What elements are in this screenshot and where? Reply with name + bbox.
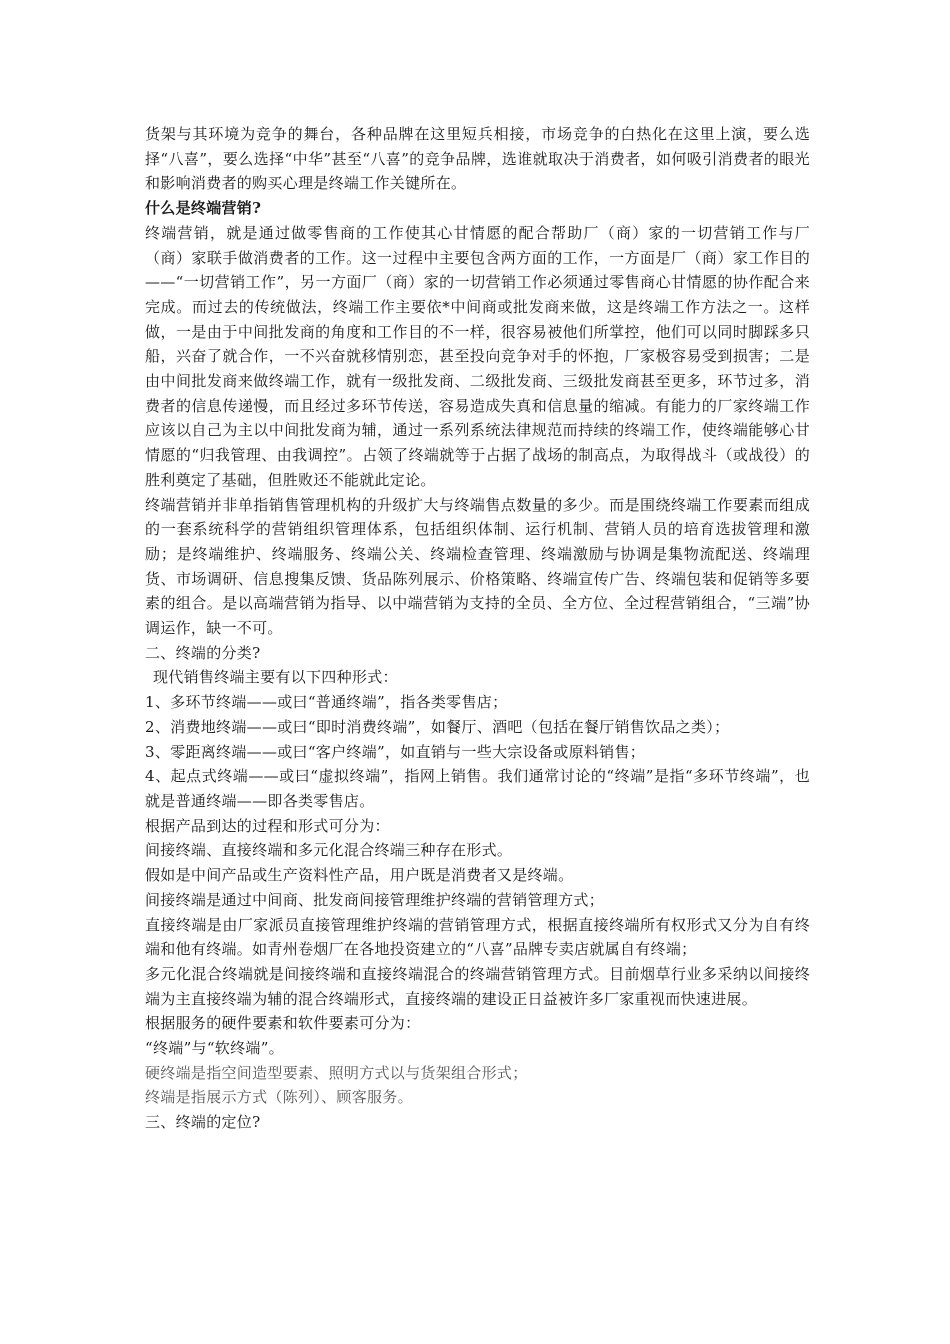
list-item-2: 2、消费地终端——或曰“即时消费终端”，如餐厅、酒吧（包括在餐厅销售饮品之类）； [145, 717, 730, 736]
list-item-3: 3、零距离终端——或曰“客户终端”，如直销与一些大宗设备或原料销售； [145, 742, 646, 761]
list-item-1: 1、多环节终端——或曰“普通终端”，指各类零售店； [145, 693, 508, 712]
paragraph-soft-terminal: 终端是指展示方式（陈列）、顾客服务。 [145, 1088, 413, 1107]
document-body [145, 122, 810, 1135]
paragraph-intermediate-products: 假如是中间产品或生产资料性产品，用户既是消费者又是终端。 [145, 866, 574, 885]
paragraph-by-process: 根据产品到达的过程和形式可分为： [145, 816, 390, 835]
paragraph-hard-soft-terminal: “终端”与“软终端”。 [145, 1039, 284, 1058]
paragraph-terminal-marketing-system: 终端营销并非单指销售管理机构的升级扩大与终端售点数量的多少。而是围绕终端工作要素而组成的一套系统科学的营销组织管理体系，包括组织体制、运行机制、营销人员的培育选拔管理和激励；是终端维护、终端服务、终端公关、终端检查管理、终端激励与协调是集物流配送、终端理货、市场调研、信息搜集反馈、货品陈列展示、价格策略、终端宣传广告、终端包装和促销等多要素的组合。是以高端营销为指导、以中端营销为支持的全员、全方位、全过程营销组合，“三端”协调运作，缺一不可。 [145, 495, 810, 638]
paragraph-three-forms: 间接终端、直接终端和多元化混合终端三种存在形式。 [145, 841, 513, 860]
paragraph-indirect-terminal: 间接终端是通过中间商、批发商间接管理维护终端的营销管理方式； [145, 890, 605, 909]
paragraph-four-forms-intro: 现代销售终端主要有以下四种形式： [153, 668, 398, 687]
paragraph-direct-terminal: 直接终端是由厂家派员直接管理维护终端的营销管理方式，根据直接终端所有权形式又分为自有终端和他有终端。如青州卷烟厂在各地投资建立的“八喜”品牌专卖店就属自有终端； [145, 915, 810, 959]
section-heading-terminal-positioning: 三、终端的定位? [145, 1113, 261, 1132]
section-heading-terminal-classification: 二、终端的分类? [145, 643, 261, 662]
section-heading-what-is-terminal-marketing: 什么是终端营销? [145, 199, 262, 218]
paragraph-terminal-marketing-definition: 终端营销，就是通过做零售商的工作使其心甘情愿的配合帮助厂（商）家的一切营销工作与厂（商）家联手做消费者的工作。这一过程中主要包含两方面的工作，一方面是厂（商）家工作目的——“一切营销工作”，另一方面厂（商）家的一切营销工作必须通过零售商心甘情愿的协作配合来完成。而过去的传统做法，终端工作主要依*中间商或批发商来做，这是终端工作方法之一。这样做，一是由于中间批发商的角度和工作目的不一样，很容易被他们所掌控，他们可以同时脚踩多只船，兴奋了就合作，一不兴奋就移情别恋，甚至投向竞争对手的怀抱，厂家极容易受到损害；二是由中间批发商来做终端工作，就有一级批发商、二级批发商、三级批发商甚至更多，环节过多，消费者的信息传递慢，而且经过多环节传送，容易造成失真和信息量的缩减。有能力的厂家终端工作应该以自己为主以中间批发商为辅，通过一系列系统法律规范而持续的终端工作，使终端能够心甘情愿的“归我管理、由我调控”。占领了终端就等于占据了战场的制高点，为取得战斗（或战役）的胜利奠定了基础，但胜败还不能就此定论。 [145, 223, 810, 489]
paragraph-mixed-terminal: 多元化混合终端就是间接终端和直接终端混合的终端营销管理方式。目前烟草行业多采纳以间接终端为主直接终端为辅的混合终端形式，直接终端的建设正日益被许多厂家重视而快速进展。 [145, 964, 810, 1008]
intro-paragraph: 货架与其环境为竞争的舞台，各种品牌在这里短兵相接，市场竞争的白热化在这里上演，要么选择“八喜”，要么选择“中华”甚至“八喜”的竞争品牌，选谁就取决于消费者，如何吸引消费者的眼光和影响消费者的购买心理是终端工作关键所在。 [145, 125, 810, 193]
list-item-4: 4、起点式终端——或曰“虚拟终端”，指网上销售。我们通常讨论的“终端”是指“多环节终端”，也就是普通终端——即各类零售店。 [145, 767, 810, 810]
paragraph-by-service: 根据服务的硬件要素和软件要素可分为： [145, 1014, 421, 1033]
paragraph-hard-terminal: 硬终端是指空间造型要素、照明方式以与货架组合形式； [145, 1063, 528, 1082]
